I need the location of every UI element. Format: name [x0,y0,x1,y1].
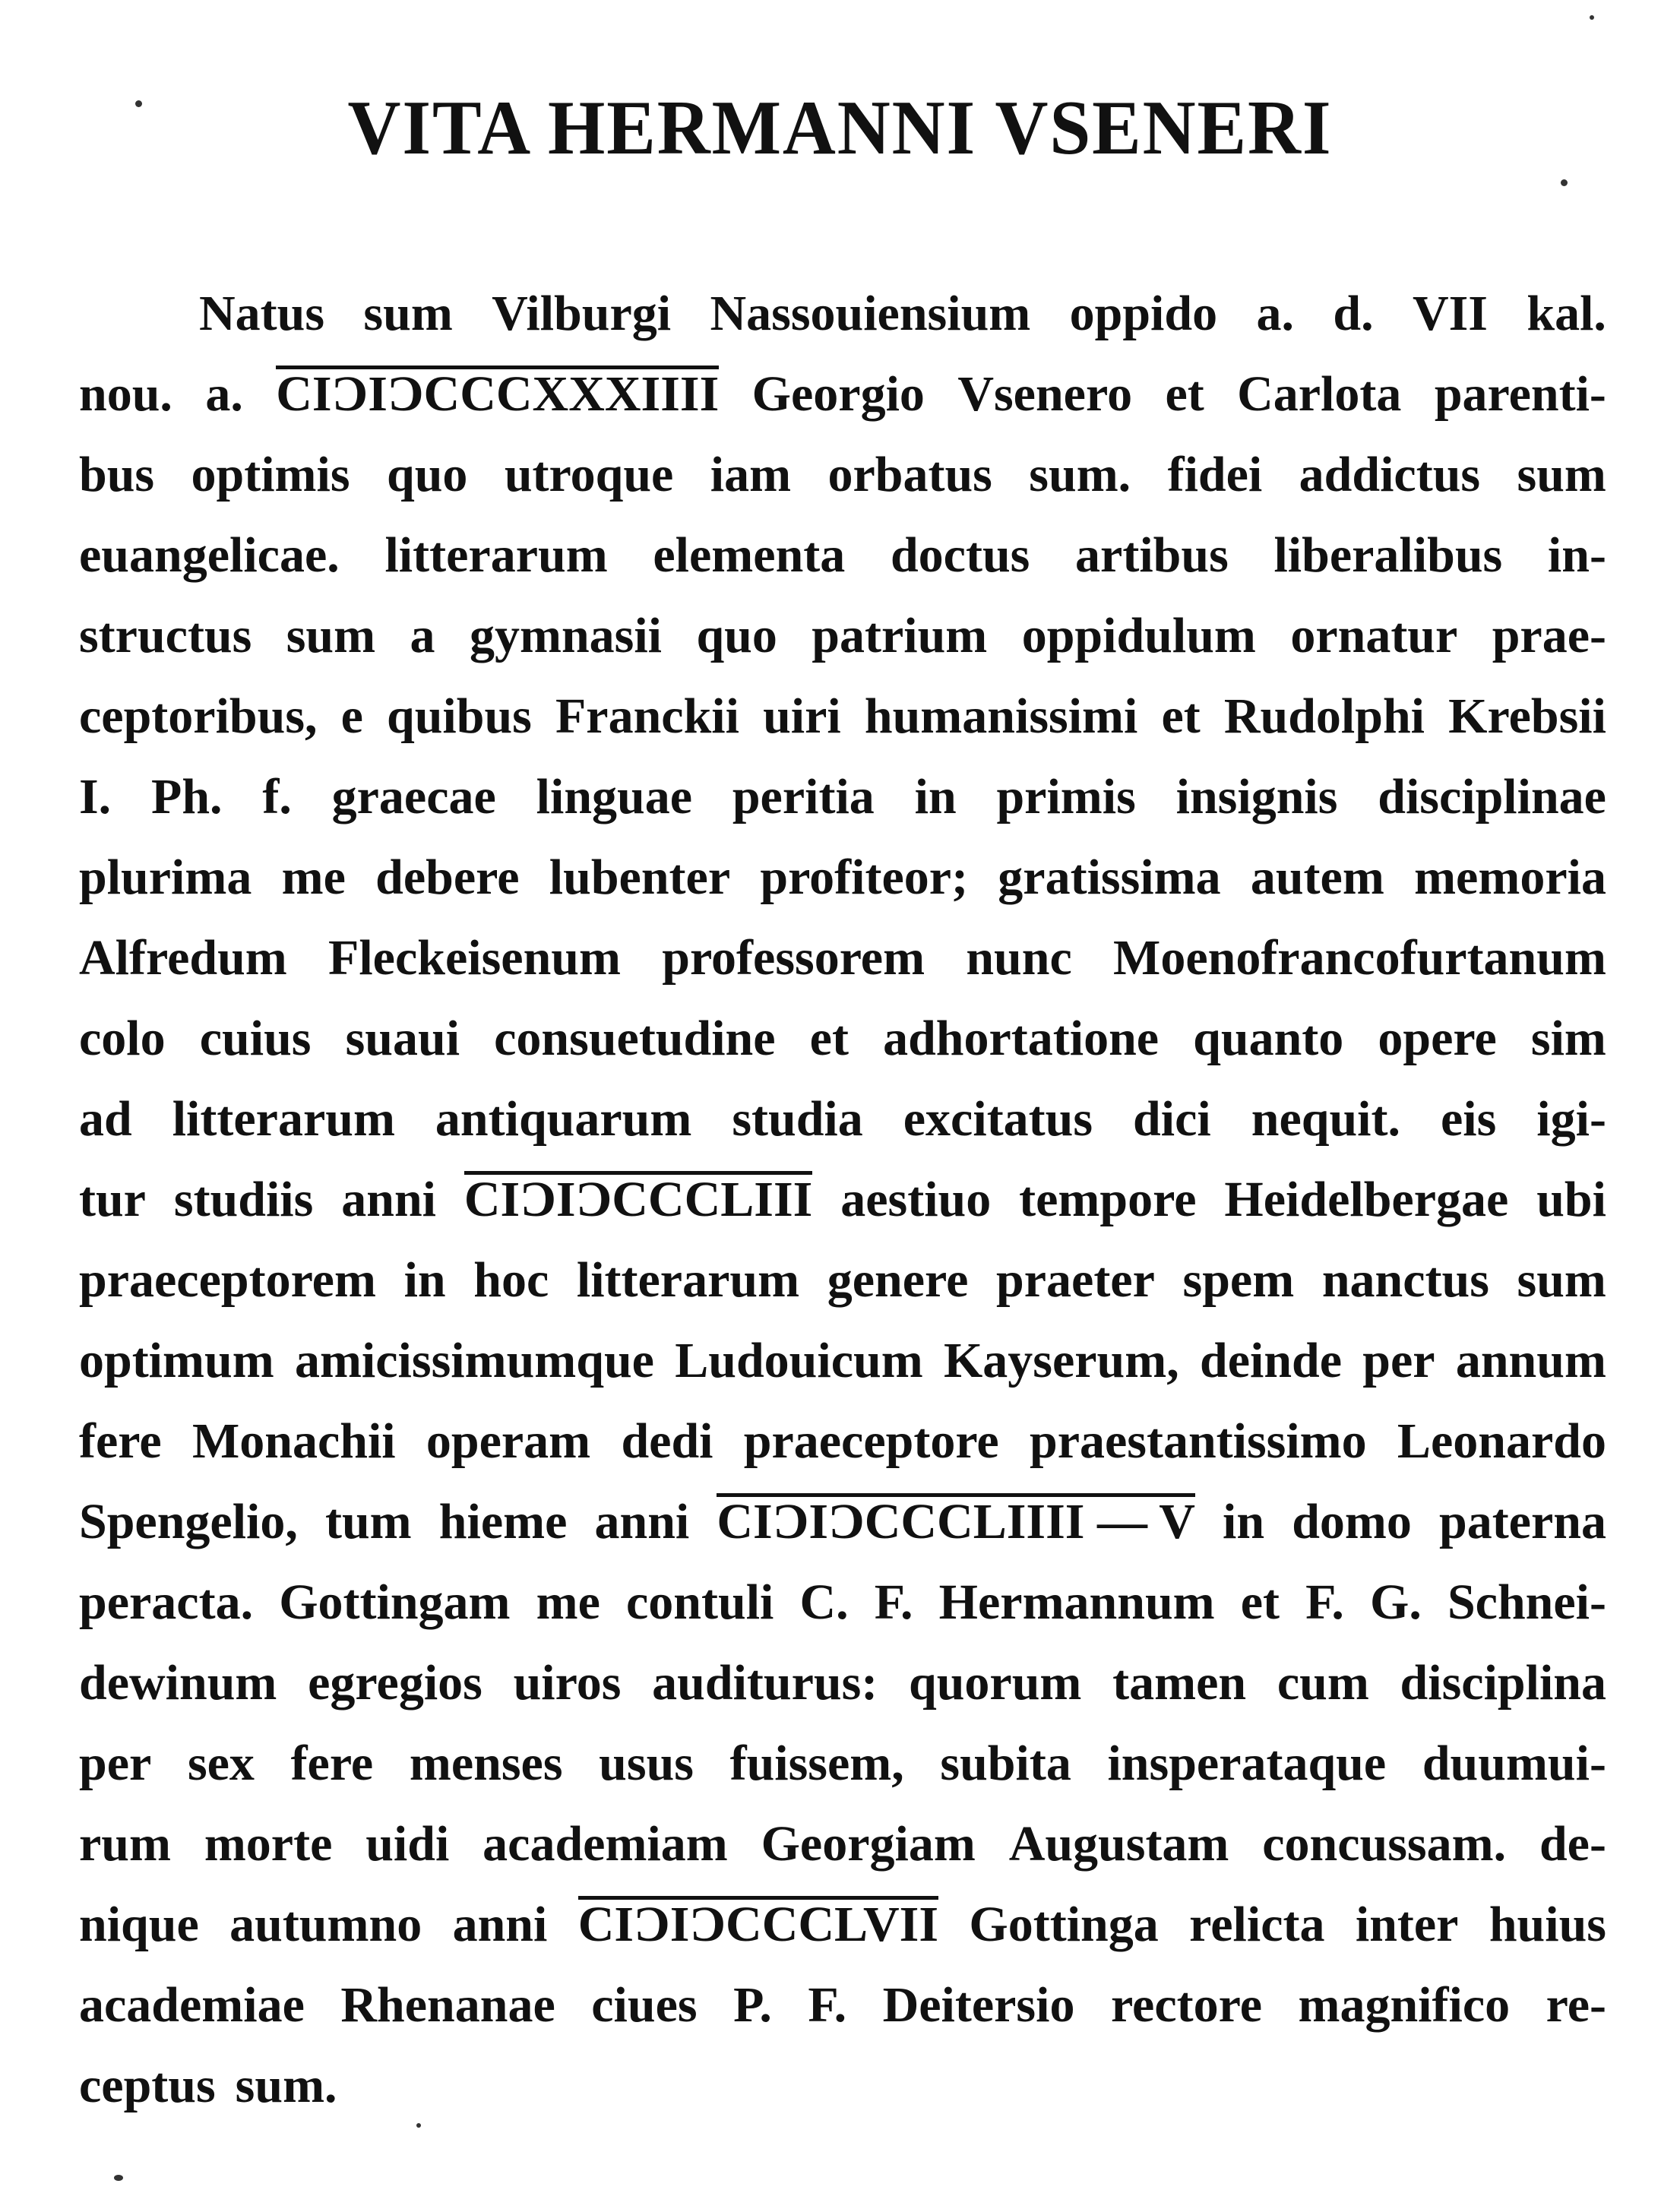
word: elementa [653,527,846,583]
word: nou. [79,366,172,422]
word: disciplinae [1378,769,1606,824]
word: linguae [536,769,693,824]
word: disciplina [1400,1655,1606,1711]
print-speck [1590,15,1594,20]
word: duumui- [1422,1736,1606,1791]
word: liberalibus [1273,527,1503,583]
word: VII [1412,286,1488,341]
biography-paragraph [79,274,1606,2126]
text-line [79,435,1606,515]
word: d. [1333,286,1374,341]
roman-year: CIƆIƆCCCLVII [577,1897,939,1952]
word: sum [363,286,453,341]
word: oppidulum [1021,608,1256,663]
word: igi- [1536,1091,1606,1147]
print-speck [416,2123,421,2128]
roman-year: CIƆIƆCCCLIIII — V [717,1494,1195,1549]
text-line [79,515,1606,596]
word: anni [452,1897,548,1952]
word: nunc [966,930,1072,986]
word: aestiuo [840,1172,992,1227]
word: Moenofrancofurtanum [1113,930,1606,986]
word: insignis [1175,769,1338,824]
word: Krebsii [1448,688,1606,744]
word: Heidelbergae [1224,1172,1509,1227]
word: annum [1455,1333,1606,1388]
text-line [79,676,1606,757]
word: artibus [1075,527,1229,583]
word: magnifico [1298,1977,1511,2033]
word: iam [710,447,792,502]
word: praestantissimo [1029,1413,1367,1469]
word: a [410,608,435,663]
word: sum. [235,2058,337,2113]
word: tempore [1019,1172,1197,1227]
word: prae- [1492,608,1606,663]
word: operam [426,1413,591,1469]
word: ciues [591,1977,698,2033]
word: ubi [1536,1172,1606,1227]
word: gymnasii [469,608,663,663]
word: gratissima [998,850,1221,905]
word: litterarum [384,527,608,583]
word: nique [79,1897,199,1952]
word: tum [325,1494,412,1549]
word: graecae [331,769,496,824]
word: amicissimumque [294,1333,654,1388]
word: Vsenero [957,366,1133,422]
word: uidi [365,1816,450,1872]
word: re- [1546,1977,1606,2033]
word: tamen [1112,1655,1247,1711]
text-line [79,1885,1606,1965]
word: plurima [79,850,252,905]
roman-year: CIƆIƆCCCXXXIIII [276,366,720,422]
word: cum [1277,1655,1369,1711]
word: et [1165,366,1204,422]
text-line [79,1965,1606,2046]
word: opere [1378,1011,1497,1066]
word: academiae [79,1977,305,2033]
word: Georgio [751,366,925,422]
word: Carlota [1237,366,1402,422]
word: excitatus [903,1091,1093,1147]
word: profiteor; [760,850,969,905]
text-line [79,2046,1606,2126]
print-speck [114,2175,123,2181]
text-line [79,354,1606,435]
word: in [914,769,957,824]
word: in [403,1252,446,1308]
word: antiquarum [435,1091,692,1147]
word: dici [1133,1091,1211,1147]
word: ceptoribus, [79,688,318,744]
word: f. [262,769,292,824]
word: inter [1355,1897,1459,1952]
word: ceptus [79,2058,216,2113]
word: in [1223,1494,1265,1549]
text-line [79,596,1606,676]
word: sum [286,608,376,663]
word: et [1240,1574,1280,1630]
word: Leonardo [1397,1413,1606,1469]
word: F. [808,1977,847,2033]
text-line [79,1804,1606,1885]
word: litterarum [172,1091,395,1147]
word: eis [1440,1091,1497,1147]
word: subita [940,1736,1071,1791]
word: ornatur [1290,608,1458,663]
word: peracta. [79,1574,254,1630]
word: relicta [1189,1897,1325,1952]
text-line [79,1482,1606,1562]
word: dewinum [79,1655,277,1711]
text-line [79,1723,1606,1804]
word: de- [1539,1816,1606,1872]
word: Ph. [151,769,223,824]
word: sex [187,1736,255,1791]
word: colo [79,1011,166,1066]
word: a. [1256,286,1294,341]
word: domo [1292,1494,1412,1549]
word: a. [205,366,243,422]
text-line [79,1321,1606,1401]
page-title: VITA HERMANNI VSENERI [347,85,1333,171]
word: orbatus [827,447,992,502]
text-line [79,1240,1606,1321]
word: cuius [199,1011,312,1066]
word: P. [733,1977,772,2033]
word: hoc [473,1252,549,1308]
word: memoria [1414,850,1606,905]
word: quanto [1193,1011,1344,1066]
word: litterarum [576,1252,800,1308]
word: Schnei- [1447,1574,1606,1630]
word: uiros [513,1655,622,1711]
text-line [79,1562,1606,1643]
word: fuissem, [729,1736,904,1791]
word: Hermannum [938,1574,1215,1630]
word: autumno [229,1897,422,1952]
word: utroque [504,447,674,502]
word: quorum [909,1655,1082,1711]
word: structus [79,608,252,663]
word: patrium [812,608,988,663]
word: Deitersio [882,1977,1075,2033]
word: uiri [763,688,841,744]
text-line [79,918,1606,998]
word: paterna [1439,1494,1606,1549]
word: addictus [1299,447,1481,502]
word: e [340,688,363,744]
word: rum [79,1816,171,1872]
word: primis [996,769,1136,824]
word: menses [409,1736,563,1791]
word: ad [79,1091,132,1147]
word: C. [799,1574,849,1630]
word: Augustam [1008,1816,1229,1872]
word: sum [1517,1252,1606,1308]
word: Georgiam [761,1816,976,1872]
word: Rhenanae [340,1977,555,2033]
word: professorem [662,930,925,986]
word: per [1362,1333,1435,1388]
word: Rudolphi [1223,688,1425,744]
word: tur [79,1172,146,1227]
word: insperataque [1107,1736,1387,1791]
word: sum. [1029,447,1131,502]
word: anni [594,1494,690,1549]
word: nanctus [1321,1252,1489,1308]
word: Gottinga [969,1897,1159,1952]
word: me [281,850,346,905]
word: peritia [732,769,875,824]
word: adhortatione [883,1011,1160,1066]
word: usus [599,1736,694,1791]
word: fidei [1167,447,1263,502]
word: contuli [626,1574,774,1630]
word: sum [1517,447,1606,502]
roman-year: CIƆIƆCCCLIII [464,1172,813,1227]
word: doctus [890,527,1030,583]
word: hieme [438,1494,568,1549]
text-line [79,998,1606,1079]
word: Kayserum, [943,1333,1179,1388]
word: per [79,1736,152,1791]
word: academiam [482,1816,728,1872]
word: sim [1530,1011,1606,1066]
word: oppido [1069,286,1218,341]
word: optimum [79,1333,274,1388]
word: autem [1250,850,1384,905]
word: F. [1305,1574,1344,1630]
word: deinde [1199,1333,1343,1388]
word: dedi [621,1413,713,1469]
word: nequit. [1251,1091,1400,1147]
word: Monachii [191,1413,396,1469]
word: spem [1182,1252,1295,1308]
text-line [79,274,1606,354]
text-line [79,1160,1606,1240]
word: quo [696,608,777,663]
word: studia [732,1091,863,1147]
word: quibus [387,688,532,744]
word: I. [79,769,112,824]
word: debere [375,850,520,905]
print-speck [135,100,142,107]
word: praeceptorem [79,1252,376,1308]
word: G. [1370,1574,1422,1630]
word: Ludouicum [675,1333,923,1388]
word: Spengelio, [79,1494,298,1549]
word: Vilburgi [492,286,672,341]
word: lubenter [549,850,731,905]
word: Franckii [555,688,739,744]
word: et [809,1011,849,1066]
word: parenti- [1434,366,1606,422]
print-speck [1561,179,1568,186]
word: praeceptore [743,1413,999,1469]
word: genere [827,1252,969,1308]
word: euangelicae. [79,527,340,583]
word: huius [1489,1897,1606,1952]
word: et [1161,688,1201,744]
word: F. [874,1574,913,1630]
word: morte [204,1816,333,1872]
word: Fleckeisenum [328,930,621,986]
word: in- [1547,527,1606,583]
text-line [79,1079,1606,1160]
word: concussam. [1262,1816,1507,1872]
word: fere [290,1736,374,1791]
word: Natus [199,286,325,341]
word: kal. [1527,286,1606,341]
text-line [79,1643,1606,1723]
word: quo [386,447,468,502]
word: suaui [345,1011,460,1066]
word: fere [79,1413,162,1469]
word: bus [79,447,155,502]
word: rectore [1110,1977,1263,2033]
word: Gottingam [279,1574,511,1630]
word: Nassouiensium [710,286,1031,341]
word: anni [341,1172,436,1227]
word: optimis [191,447,350,502]
word: studiis [173,1172,314,1227]
text-line [79,757,1606,837]
text-line [79,1401,1606,1482]
word: egregios [308,1655,482,1711]
word: Alfredum [79,930,287,986]
text-line [79,837,1606,918]
word: auditurus: [652,1655,878,1711]
word: praeter [996,1252,1155,1308]
word: consuetudine [494,1011,776,1066]
word: humanissimi [864,688,1138,744]
word: me [536,1574,600,1630]
